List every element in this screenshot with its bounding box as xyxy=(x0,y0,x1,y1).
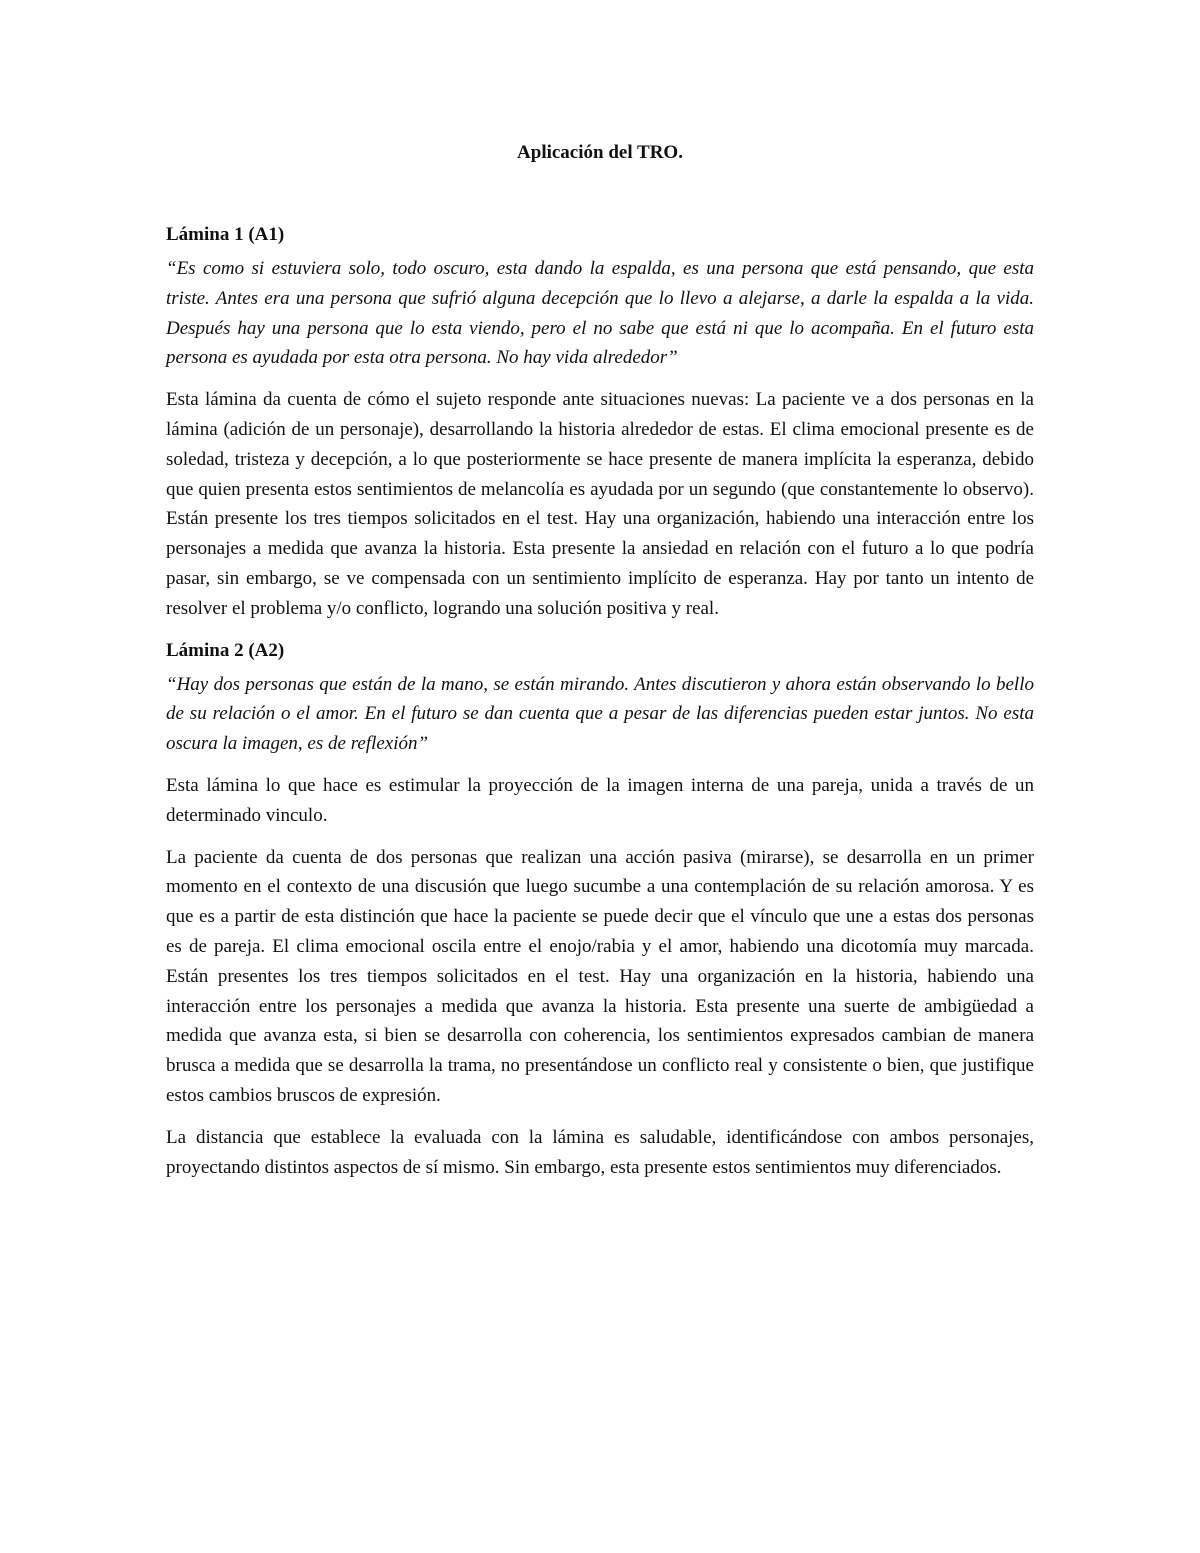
section-lamina-1 xyxy=(166,220,1034,624)
section-lamina-2 xyxy=(166,636,1034,1183)
document-page xyxy=(166,138,1034,1194)
analysis-paragraph: Esta lámina da cuenta de cómo el sujeto responde ante situaciones nuevas: La paciente ve a dos personas en la lámina (adición de un personaje), desarrollando la historia alrededor de estas. El clima emocional presente es de soledad, tristeza y decepción, a lo que posteriormente se hace presente de manera implícita la esperanza, debido que quien presenta estos sentimientos de melancolía es ayudada por un segundo (que constantemente lo observo). Están presente los tres tiempos solicitados en el test. Hay una organización, habiendo una interacción entre los personajes a medida que avanza la historia. Esta presente la ansiedad en relación con el futuro a lo que podría pasar, sin embargo, se ve compensada con un sentimiento implícito de esperanza. Hay por tanto un intento de resolver el problema y/o conflicto, logrando una solución positiva y real. xyxy=(166,389,1034,619)
analysis-paragraph: Esta lámina lo que hace es estimular la proyección de la imagen interna de una pareja, unida a través de un determinado vinculo. xyxy=(166,774,1034,826)
patient-quote: “Hay dos personas que están de la mano, se están mirando. Antes discutieron y ahora están observando lo bello de su relación o el amor. En el futuro se dan cuenta que a pesar de las diferencias pueden estar juntos. No esta oscura la imagen, es de reflexión” xyxy=(166,673,1034,755)
analysis-paragraph: La distancia que establece la evaluada con la lámina es saludable, identificándose con ambos personajes, proyectando distintos aspectos de sí mismo. Sin embargo, esta presente estos sentimientos muy diferenciados. xyxy=(166,1126,1034,1178)
document-title: Aplicación del TRO. xyxy=(517,142,683,163)
patient-quote: “Es como si estuviera solo, todo oscuro, esta dando la espalda, es una persona que está pensando, que esta triste. Antes era una persona que sufrió alguna decepción que lo llevo a alejarse, a darle la espalda a la vida. Después hay una persona que lo esta viendo, pero el no sabe que está ni que lo acompaña. En el futuro esta persona es ayudada por esta otra persona. No hay vida alrededor” xyxy=(166,258,1034,369)
section-heading: Lámina 1 (A1) xyxy=(166,224,285,245)
section-heading: Lámina 2 (A2) xyxy=(166,639,285,661)
analysis-paragraph: La paciente da cuenta de dos personas que realizan una acción pasiva (mirarse), se desarrolla en un primer momento en el contexto de una discusión que luego sucumbe a una contemplación de su relación amorosa. Y es que es a partir de esta distinción que hace la paciente se puede decir que el vínculo que une a estas dos personas es de pareja. El clima emocional oscila entre el enojo/rabia y el amor, habiendo una dicotomía muy marcada. Están presentes los tres tiempos solicitados en el test. Hay una organización en la historia, habiendo una interacción entre los personajes a medida que avanza la historia. Esta presente una suerte de ambigüedad a medida que avanza esta, si bien se desarrolla con coherencia, los sentimientos expresados cambian de manera brusca a medida que se desarrolla la trama, no presentándose un conflicto real y consistente o bien, que justifique estos cambios bruscos de expresión. xyxy=(166,846,1034,1106)
